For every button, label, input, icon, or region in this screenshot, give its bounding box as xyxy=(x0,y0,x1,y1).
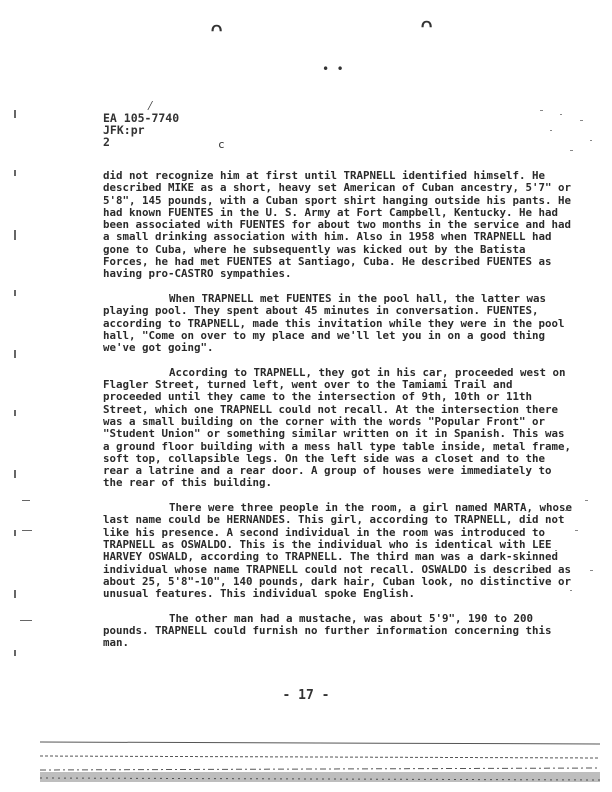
left-margin-speckles xyxy=(0,60,40,760)
typist-initials: JFK:pr xyxy=(103,123,145,137)
page-marker: 2 xyxy=(103,135,110,149)
page-number: - 17 - xyxy=(282,688,330,703)
file-number: EA 105-7740 xyxy=(103,111,180,125)
paragraph: When TRAPNELL met FUENTES in the pool hall, the latter was playing pool. They spent about 45 minutes in conversation. FUENTES, according to TRAPNELL, made this invitation while they were in the pool hall, "Come on over to my place and we'll let you in on a good thing we've got going". xyxy=(103,291,565,355)
paragraph: According to TRAPNELL, they got in his car, proceeded west on Flagler Street, turned left, went over to the Tamiami Trail and proceeded until they came to the intersection of 9th, 10th or 11th Street, which one TRAPNELL could not recall. At the intersection there was a small building on the corner with the words "Popular Front" or "Student Union" or something similar written on it in Spanish. This was a ground floor building with a mess hall type table inside, metal frame, soft top, collapsible legs. On the left side was a closet and to the rear a latrine and a rear door. A group of houses were immediately to the rear of this building. xyxy=(103,365,572,490)
document-body xyxy=(103,170,573,662)
binder-hole-mark-left: ᴖ xyxy=(210,18,224,43)
paragraph: There were three people in the room, a girl named MARTA, whose last name could be HERNANDES. This girl, according to TRAPNELL, did not like his presence. A second individual in the room was introduced to TRAPNELL as OSWALDO. This is the individual who is identical with LEE HARVEY OSWALD, according to TRAPNELL. The third man was a dark-skinned individual whose name TRAPNELL could not recall. OSWALDO is described as about 25, 5'8"-10", 140 pounds, dark hair, Cuban look, no distinctive or unusual features. This individual spoke English. xyxy=(103,501,573,601)
binder-hole-mark-right: ᴖ xyxy=(420,14,434,39)
file-reference-block xyxy=(103,112,179,148)
paragraph: did not recognize him at first until TRAPNELL identified himself. He described MIKE as a short, heavy set American of Cuban ancestry, 5'7" or 5'8", 145 pounds, with a Cuban sport shirt hanging outside his pants. He had known FUENTES in the U. S. Army at Fort Campbell, Kentucky. He had been associated with FUENTES for about two months in the service and had a small drinking association with him. Also in 1958 when TRAPNELL had gone to Cuba, where he subsequently was kicked out by the Batista Forces, he had met FUENTES at Santiago, Cuba. He described FUENTES as having pro-CASTRO sympathies. xyxy=(103,169,572,281)
pen-tick-mark: ⁄ xyxy=(146,98,155,114)
paragraph: The other man had a mustache, was about 5'9", 190 to 200 pounds. TRAPNELL could furnish no further information concerning this man. xyxy=(103,611,552,650)
small-c-mark: c xyxy=(218,138,225,151)
dot-mark: • • xyxy=(322,62,344,76)
bottom-scan-noise xyxy=(0,712,612,792)
